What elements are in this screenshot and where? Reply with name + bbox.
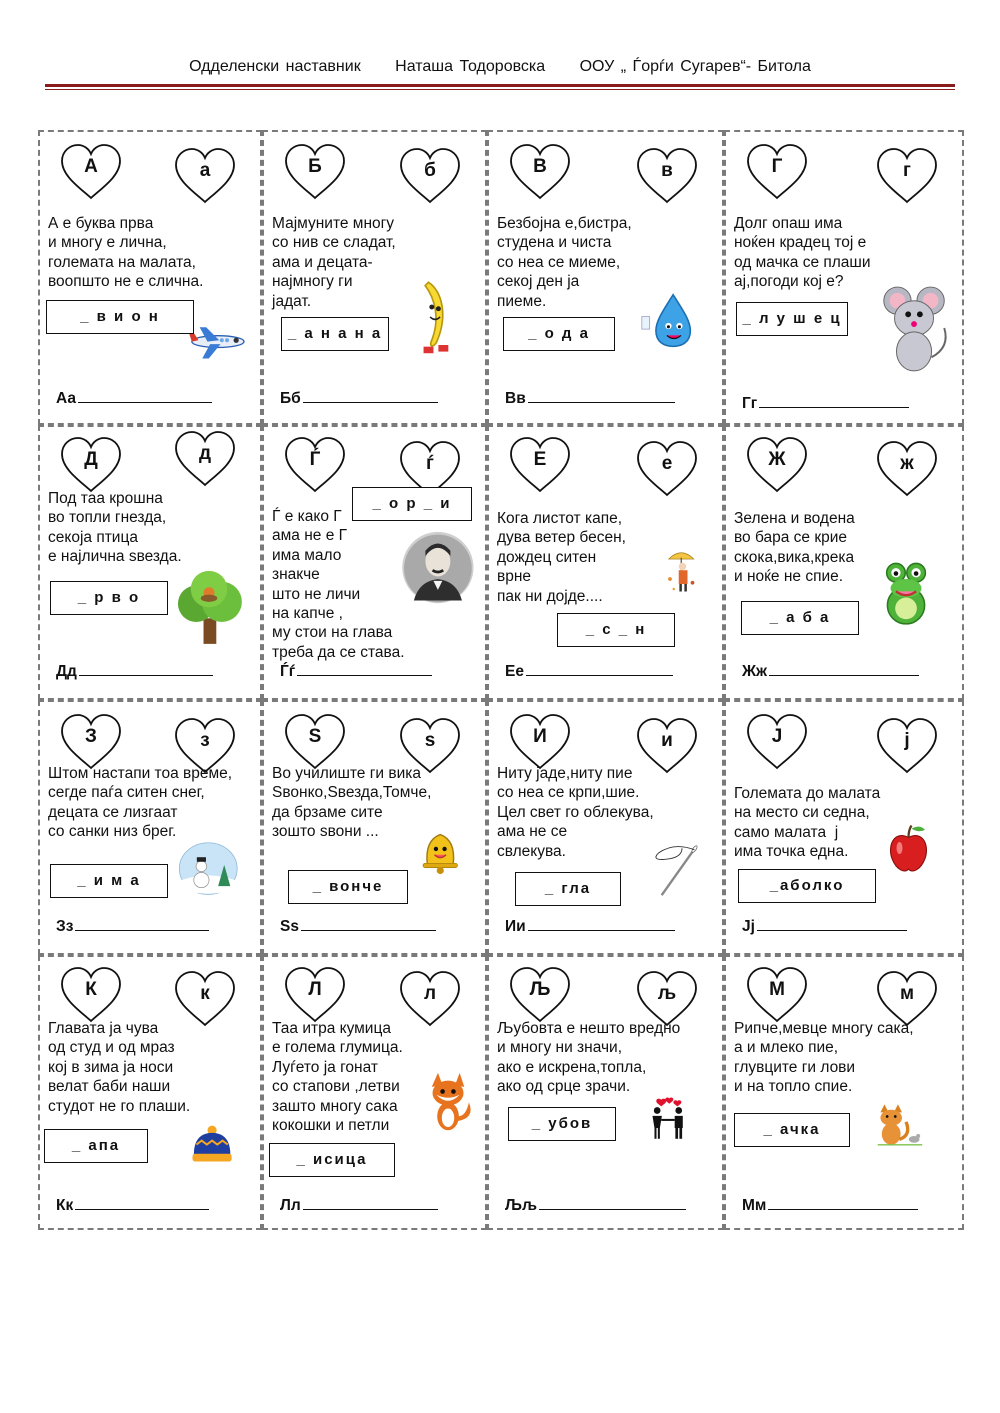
uppercase-heart xyxy=(746,967,808,1023)
writing-practice-line[interactable] xyxy=(56,661,213,681)
writing-underline[interactable] xyxy=(75,916,209,931)
writing-letter-pair: Жж xyxy=(742,663,767,680)
missing-letter-word-box[interactable]: _ р в о xyxy=(50,581,168,615)
header-rule-thin xyxy=(45,89,955,90)
lowercase-heart-letter: а xyxy=(199,160,211,181)
missing-letter-word-box[interactable]: _ с _ н xyxy=(557,613,675,647)
school-name: ООУ „ Ѓорѓи Сугарев“- Битола xyxy=(579,58,811,75)
missing-letter-word-box[interactable]: _аболко xyxy=(738,869,876,903)
uppercase-heart xyxy=(60,967,122,1023)
uppercase-heart-letter: J xyxy=(771,726,783,747)
snowman-icon xyxy=(170,842,248,912)
letter-card-Жж xyxy=(724,425,964,700)
writing-practice-line[interactable] xyxy=(742,916,907,936)
lowercase-heart-letter: д xyxy=(198,443,212,464)
riddle-poem: Штом настапи тоа време, сегде паѓа ситен снег, децата се лизгаат со санки низ брег. xyxy=(48,765,233,841)
water-drop-icon xyxy=(631,290,709,362)
writing-underline[interactable] xyxy=(301,916,436,931)
riddle-poem: Ѓ е како Г ама не е Г има мало знакче што не личи на капче , му стои на глава треба да се става. xyxy=(272,508,405,661)
uppercase-heart xyxy=(284,437,346,493)
uppercase-heart xyxy=(746,714,808,770)
writing-underline[interactable] xyxy=(757,916,907,931)
lowercase-heart-letter: ж xyxy=(900,453,914,474)
letter-card-Лл xyxy=(262,955,487,1230)
uppercase-heart xyxy=(509,437,571,493)
girl-umbrella-icon xyxy=(665,535,715,613)
letter-card-Зз xyxy=(38,700,262,955)
lowercase-heart xyxy=(174,431,236,487)
lowercase-heart-letter: s xyxy=(424,730,436,751)
riddle-poem: Таа итра кумица е голема глумица. Луѓето ја гонат со стапови ,летви зашто многу сака кокошки и петли xyxy=(272,1020,403,1135)
uppercase-heart-letter: S xyxy=(308,726,322,747)
writing-practice-line[interactable] xyxy=(742,1195,918,1215)
uppercase-heart-letter: Е xyxy=(533,449,547,470)
teacher-label: Одделенски наставник xyxy=(189,58,361,75)
tree-icon xyxy=(168,569,250,653)
missing-letter-word-box[interactable]: _ гла xyxy=(515,872,621,906)
uppercase-heart-letter: Ж xyxy=(768,449,786,470)
lowercase-heart-letter: љ xyxy=(657,983,677,1004)
uppercase-heart xyxy=(284,144,346,200)
writing-letter-pair: Гг xyxy=(742,395,758,412)
uppercase-heart xyxy=(509,144,571,200)
header-rule xyxy=(45,84,955,87)
writing-letter-pair: Мм xyxy=(742,1197,767,1214)
missing-letter-word-box[interactable]: _ л у ш е ц xyxy=(736,302,848,336)
letter-card-Ии xyxy=(487,700,724,955)
writing-underline[interactable] xyxy=(303,388,438,403)
writing-practice-line[interactable] xyxy=(505,916,675,936)
uppercase-heart xyxy=(60,144,122,200)
writing-letter-pair: Ее xyxy=(505,663,524,680)
needle-icon xyxy=(649,842,715,914)
missing-letter-word-box[interactable]: _ исица xyxy=(269,1143,395,1177)
writing-underline[interactable] xyxy=(528,916,675,931)
writing-practice-line[interactable] xyxy=(280,916,436,936)
uppercase-heart-letter: Ѓ xyxy=(309,449,321,470)
uppercase-heart xyxy=(60,714,122,770)
letter-card-Jj xyxy=(724,700,964,955)
uppercase-heart-letter: З xyxy=(85,726,97,747)
writing-practice-line[interactable] xyxy=(742,661,919,681)
missing-letter-word-box[interactable]: _ ачка xyxy=(734,1113,850,1147)
writing-underline[interactable] xyxy=(78,388,212,403)
writing-underline[interactable] xyxy=(297,661,432,676)
lowercase-heart xyxy=(399,971,461,1027)
lowercase-heart-letter: г xyxy=(903,160,911,181)
writing-underline[interactable] xyxy=(303,1195,438,1210)
lowercase-heart xyxy=(876,441,938,497)
uppercase-heart xyxy=(509,714,571,770)
missing-letter-word-box[interactable]: _ убов xyxy=(508,1107,616,1141)
letter-card-Кк xyxy=(38,955,262,1230)
lowercase-heart xyxy=(636,148,698,204)
bell-icon xyxy=(414,826,478,892)
missing-letter-word-box[interactable]: _ о д а xyxy=(503,317,615,351)
lowercase-heart-letter: и xyxy=(661,730,673,751)
uppercase-heart xyxy=(746,437,808,493)
missing-letter-word-box[interactable]: _ апа xyxy=(44,1129,148,1163)
missing-letter-word-box[interactable]: _ а н а н а xyxy=(281,317,389,351)
writing-letter-pair: Зз xyxy=(56,918,74,935)
riddle-poem: Долг опаш има ноќен крадец тој е од мачка се плаши ај,погоди кој е? xyxy=(734,215,871,291)
uppercase-heart-letter: В xyxy=(533,156,547,177)
riddle-poem: Мајмуните многу со нив се сладат, ама и децата- најмногу ги јадат. xyxy=(272,215,396,310)
uppercase-heart xyxy=(284,967,346,1023)
riddle-poem: Во училиште ги вика Ѕвонко,Ѕвезда,Томче, да брзаме сите зошто ѕвони ... xyxy=(272,765,432,841)
letter-card-Љљ xyxy=(487,955,724,1230)
lowercase-heart xyxy=(876,718,938,774)
writing-practice-line[interactable] xyxy=(505,1195,686,1215)
writing-practice-line[interactable] xyxy=(742,393,909,413)
riddle-poem: Зелена и водена во бара се крие скока,вика,крека и ноќе не спие. xyxy=(734,510,855,586)
winter-hat-icon xyxy=(182,1125,250,1185)
apple-icon xyxy=(886,822,946,892)
writing-letter-pair: Дд xyxy=(56,663,77,680)
teacher-name: Наташа Тодоровска xyxy=(395,58,546,75)
uppercase-heart xyxy=(746,144,808,200)
riddle-poem: Рипче,мевце многу сака, а и млеко пие, глувците ги лови и на топло спие. xyxy=(734,1020,914,1096)
writing-underline[interactable] xyxy=(768,1195,918,1210)
writing-underline[interactable] xyxy=(539,1195,686,1210)
writing-letter-pair: Кк xyxy=(56,1197,74,1214)
writing-underline[interactable] xyxy=(759,393,909,408)
uppercase-heart xyxy=(60,437,122,493)
missing-letter-word-box[interactable]: _ а б а xyxy=(741,601,859,635)
letter-card-Ѓѓ xyxy=(262,425,487,700)
mouse-icon xyxy=(876,282,954,374)
writing-letter-pair: Аа xyxy=(56,390,77,407)
couple-hearts-icon xyxy=(637,1097,707,1159)
riddle-poem: Кога листот капе, дува ветер бесен, дождец ситен врне пак ни дојде.... xyxy=(497,510,626,605)
writing-underline[interactable] xyxy=(528,388,675,403)
lowercase-heart-letter: к xyxy=(200,983,210,1004)
lowercase-heart-letter: в xyxy=(661,160,673,181)
riddle-poem: Под таа крошна во топли гнезда, секоја птица е најлична ѕвезда. xyxy=(48,490,182,566)
letter-card-Аа xyxy=(38,130,262,425)
missing-letter-word-box[interactable]: _ в и о н xyxy=(46,300,194,334)
writing-letter-pair: Ии xyxy=(505,918,526,935)
lowercase-heart-letter: з xyxy=(200,730,210,751)
letter-card-Вв xyxy=(487,130,724,425)
uppercase-heart-letter: Г xyxy=(771,156,783,177)
riddle-poem: Ниту јаде,ниту пие со неа се крпи,шие. Цел свет го облекува, ама не се свлекува. xyxy=(497,765,654,860)
writing-practice-line[interactable] xyxy=(280,1195,438,1215)
missing-letter-word-box[interactable]: _ о р _ и xyxy=(352,487,472,521)
letter-card-Ее xyxy=(487,425,724,700)
lowercase-heart-letter: ѓ xyxy=(426,453,434,474)
uppercase-heart xyxy=(509,967,571,1023)
lowercase-heart xyxy=(636,441,698,497)
lowercase-heart xyxy=(399,148,461,204)
fox-icon xyxy=(424,1067,486,1147)
writing-practice-line[interactable] xyxy=(280,661,432,681)
lowercase-heart xyxy=(174,148,236,204)
uppercase-heart-letter: Л xyxy=(308,979,322,1000)
uppercase-heart-letter: К xyxy=(85,979,97,1000)
lowercase-heart xyxy=(876,148,938,204)
writing-letter-pair: Вв xyxy=(505,390,526,407)
uppercase-heart-letter: А xyxy=(84,156,98,177)
writing-practice-line[interactable] xyxy=(56,388,212,408)
writing-underline[interactable] xyxy=(79,661,213,676)
riddle-poem: Љубовта е нешто вредно и многу ни значи, ако е искрена,топла, ако од срце зрачи. xyxy=(497,1020,681,1096)
frog-icon xyxy=(882,551,944,641)
letter-card-Бб xyxy=(262,130,487,425)
cat-icon xyxy=(866,1103,938,1165)
writing-practice-line[interactable] xyxy=(280,388,438,408)
lowercase-heart-letter: л xyxy=(423,983,437,1004)
writing-letter-pair: Ss xyxy=(280,918,299,935)
uppercase-heart-letter: И xyxy=(533,726,547,747)
uppercase-heart-letter: Б xyxy=(308,156,322,177)
letter-card-Ss xyxy=(262,700,487,955)
riddle-poem: А е буква прва и многу е лична, големата на малата, воопшто не е слична. xyxy=(48,215,204,291)
riddle-poem: Големата до малата на место си седна, само малата j има точка една. xyxy=(734,785,881,861)
missing-letter-word-box[interactable]: _ и м а xyxy=(50,864,168,898)
writing-letter-pair: Jj xyxy=(742,918,755,935)
writing-letter-pair: Љљ xyxy=(505,1197,537,1214)
writing-underline[interactable] xyxy=(526,661,673,676)
writing-letter-pair: Лл xyxy=(280,1197,301,1214)
riddle-poem: Главата ја чува од студ и од мраз кој в зима ја носи велат баби наши студот не го плаши. xyxy=(48,1020,191,1115)
uppercase-heart xyxy=(284,714,346,770)
lowercase-heart-letter: б xyxy=(424,160,436,181)
writing-letter-pair: Ѓѓ xyxy=(280,663,296,680)
uppercase-heart-letter: М xyxy=(769,979,785,1000)
banana-icon xyxy=(412,262,478,362)
uppercase-heart-letter: Д xyxy=(84,449,98,470)
missing-letter-word-box[interactable]: _ вонче xyxy=(288,870,408,904)
page-header xyxy=(0,58,1000,76)
letter-card-Гг xyxy=(724,130,964,425)
writing-practice-line[interactable] xyxy=(56,916,209,936)
writing-practice-line[interactable] xyxy=(56,1195,209,1215)
letter-card-Мм xyxy=(724,955,964,1230)
writing-underline[interactable] xyxy=(75,1195,209,1210)
lowercase-heart-letter: е xyxy=(661,453,673,474)
letter-card-Дд xyxy=(38,425,262,700)
writing-underline[interactable] xyxy=(769,661,919,676)
portrait-icon xyxy=(396,531,478,613)
lowercase-heart-letter: м xyxy=(899,983,915,1004)
writing-practice-line[interactable] xyxy=(505,388,675,408)
riddle-poem: Безбојна е,бистра, студена и чиста со неа се миеме, секој ден ја пиеме. xyxy=(497,215,632,310)
lowercase-heart-letter: j xyxy=(904,730,910,751)
writing-letter-pair: Бб xyxy=(280,390,301,407)
writing-practice-line[interactable] xyxy=(505,661,673,681)
uppercase-heart-letter: Љ xyxy=(529,979,551,1000)
